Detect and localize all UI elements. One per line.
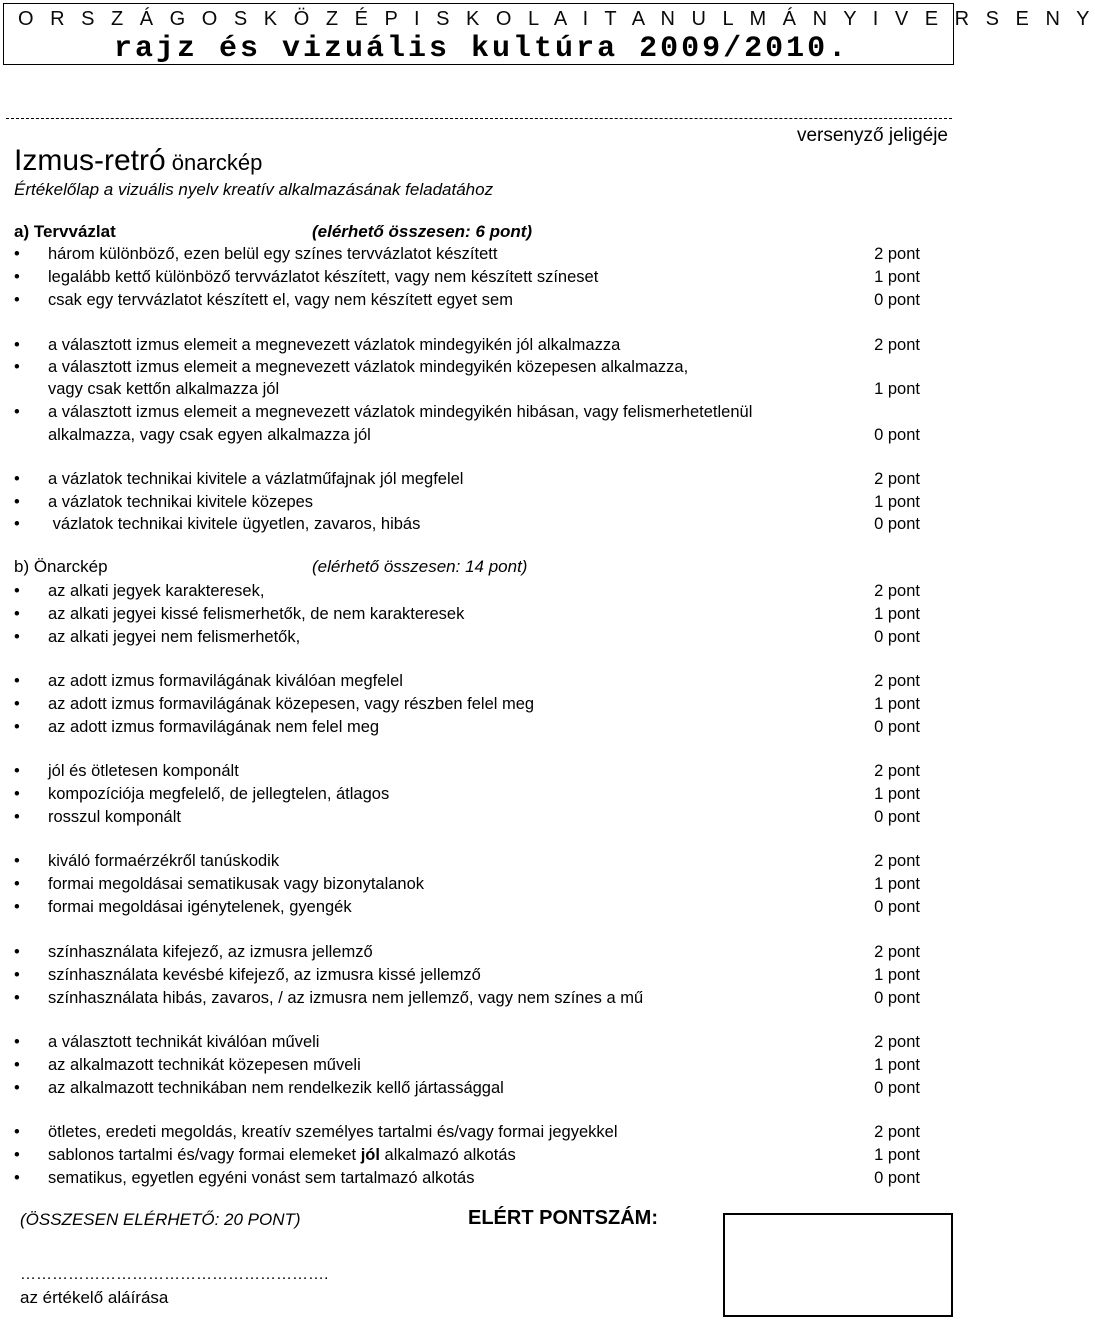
criteria-text-part: sablonos tartalmi és/vagy formai elemeket <box>48 1146 361 1164</box>
bullet-icon: • <box>14 943 20 961</box>
criteria-text: színhasználata hibás, zavaros, / az izmusra nem jellemző, vagy nem színes a mű <box>48 989 644 1007</box>
section-b-header <box>14 557 528 577</box>
criteria-points: 2 pont <box>874 672 920 690</box>
bullet-icon: • <box>14 605 20 623</box>
criteria-text: a választott izmus elemeit a megnevezett vázlatok mindegyikén közepesen alkalmazza, <box>48 358 689 376</box>
bullet-icon: • <box>14 695 20 713</box>
criteria-text: színhasználata kevésbé kifejező, az izmusra kissé jellemző <box>48 966 481 984</box>
criteria-points: 1 pont <box>874 380 920 398</box>
bullet-icon: • <box>14 470 20 488</box>
criteria-text <box>48 1144 516 1167</box>
criteria-points: 2 pont <box>874 470 920 488</box>
bullet-icon: • <box>14 245 20 263</box>
criteria-text: az adott izmus formavilágának nem felel meg <box>48 718 380 736</box>
criteria-text: rosszul komponált <box>48 808 181 826</box>
criteria-points: 0 pont <box>874 426 920 444</box>
criteria-points: 2 pont <box>874 245 920 263</box>
signature-label: az értékelő aláírása <box>20 1288 169 1307</box>
criteria-points: 0 pont <box>874 1079 920 1097</box>
criteria-text: ötletes, eredeti megoldás, kreatív személyes tartalmi és/vagy formai jegyekkel <box>48 1123 618 1141</box>
criteria-text: színhasználata kifejező, az izmusra jellemző <box>48 943 373 961</box>
criteria-text: az adott izmus formavilágának közepesen, vagy részben felel meg <box>48 695 535 713</box>
criteria-text: sematikus, egyetlen egyéni vonást sem tartalmazó alkotás <box>48 1169 475 1187</box>
criteria-text: az alkalmazott technikát közepesen műveli <box>48 1056 361 1074</box>
bullet-icon: • <box>14 1056 20 1074</box>
bullet-icon: • <box>14 898 20 916</box>
criteria-text: vagy csak kettőn alkalmazza jól <box>48 380 280 398</box>
subject-title: rajz és vizuális kultúra 2009/2010. <box>114 32 850 66</box>
criteria-points: 0 pont <box>874 1169 920 1187</box>
criteria-points: 1 pont <box>874 605 920 623</box>
criteria-points: 0 pont <box>874 515 920 533</box>
section-b-total: (elérhető összesen: 14 pont) <box>312 557 528 576</box>
bullet-icon: • <box>14 875 20 893</box>
bullet-icon: • <box>14 1146 20 1164</box>
title-small: önarckép <box>165 150 263 175</box>
criteria-text: kiváló formaérzékről tanúskodik <box>48 852 280 870</box>
criteria-text: kompozíciója megfelelő, de jellegtelen, átlagos <box>48 785 390 803</box>
criteria-points: 0 pont <box>874 898 920 916</box>
bullet-icon: • <box>14 1033 20 1051</box>
criteria-text: jól és ötletesen komponált <box>48 762 239 780</box>
criteria-text: az alkati jegyek karakteresek, <box>48 582 265 600</box>
criteria-points: 0 pont <box>874 808 920 826</box>
criteria-text: alkalmazza, vagy csak egyen alkalmazza jól <box>48 426 371 444</box>
criteria-points: 1 pont <box>874 268 920 286</box>
bullet-icon: • <box>14 718 20 736</box>
bullet-icon: • <box>14 989 20 1007</box>
section-b-heading: b) Önarckép <box>14 557 108 576</box>
bullet-icon: • <box>14 1123 20 1141</box>
criteria-text: három különböző, ezen belül egy színes tervvázlatot készített <box>48 245 498 263</box>
bullet-icon: • <box>14 672 20 690</box>
criteria-text: a vázlatok technikai kivitele a vázlatműfajnak jól megfelel <box>48 470 464 488</box>
criteria-points: 1 pont <box>874 875 920 893</box>
criteria-points: 1 pont <box>874 1056 920 1074</box>
criteria-points: 2 pont <box>874 1123 920 1141</box>
section-a-total: (elérhető összesen: 6 pont) <box>312 222 533 241</box>
bullet-icon: • <box>14 966 20 984</box>
bullet-icon: • <box>14 582 20 600</box>
total-available: (ÖSSZESEN ELÉRHETŐ: 20 PONT) <box>20 1210 301 1229</box>
bullet-icon: • <box>14 852 20 870</box>
criteria-points: 1 pont <box>874 695 920 713</box>
signature-line: …………………………………………………. <box>20 1266 329 1283</box>
criteria-points: 2 pont <box>874 582 920 600</box>
criteria-points: 2 pont <box>874 852 920 870</box>
bullet-icon: • <box>14 358 20 376</box>
criteria-points: 1 pont <box>874 785 920 803</box>
criteria-points: 0 pont <box>874 291 920 309</box>
criteria-text: vázlatok technikai kivitele ügyetlen, zavaros, hibás <box>48 515 421 533</box>
criteria-text: a vázlatok technikai kivitele közepes <box>48 493 314 511</box>
criteria-points: 2 pont <box>874 336 920 354</box>
criteria-text: a választott izmus elemeit a megnevezett vázlatok mindegyikén jól alkalmazza <box>48 336 621 354</box>
dashed-separator <box>6 118 952 119</box>
criteria-text: formai megoldásai igénytelenek, gyengék <box>48 898 352 916</box>
criteria-text: az adott izmus formavilágának kiválóan megfelel <box>48 672 403 690</box>
criteria-points: 1 pont <box>874 493 920 511</box>
criteria-text-bold: jól <box>360 1146 380 1164</box>
criteria-points: 1 pont <box>874 1146 920 1164</box>
bullet-icon: • <box>14 515 20 533</box>
bullet-icon: • <box>14 268 20 286</box>
bullet-icon: • <box>14 762 20 780</box>
score-label: ELÉRT PONTSZÁM: <box>468 1207 658 1229</box>
criteria-text: csak egy tervvázlatot készített el, vagy nem készített egyet sem <box>48 291 513 309</box>
bullet-icon: • <box>14 628 20 646</box>
criteria-text: az alkalmazott technikában nem rendelkezik kellő jártassággal <box>48 1079 504 1097</box>
criteria-text: az alkati jegyei kissé felismerhetők, de nem karakteresek <box>48 605 465 623</box>
header-frame <box>3 3 1095 66</box>
bullet-icon: • <box>14 1169 20 1187</box>
bullet-icon: • <box>14 291 20 309</box>
criteria-points: 2 pont <box>874 762 920 780</box>
codeword-label: versenyző jeligéje <box>796 125 948 146</box>
criteria-points: 0 pont <box>874 989 920 1007</box>
criteria-points: 2 pont <box>874 943 920 961</box>
criteria-text: az alkati jegyei nem felismerhetők, <box>48 628 301 646</box>
criteria-text: a választott technikát kiválóan műveli <box>48 1033 320 1051</box>
bullet-icon: • <box>14 785 20 803</box>
bullet-icon: • <box>14 808 20 826</box>
criteria-text: legalább kettő különböző tervvázlatot készített, vagy nem készített színeset <box>48 268 599 286</box>
criteria-points: 2 pont <box>874 1033 920 1051</box>
title-main: Izmus-retró <box>14 144 166 177</box>
document-title <box>14 144 262 178</box>
bullet-icon: • <box>14 1079 20 1097</box>
competition-title: O R S Z Á G O S K Ö Z É P I S K O L A I T A N U L M Á N Y I V E R S E N Y <box>18 8 1095 30</box>
section-a-header <box>14 222 533 242</box>
criteria-text: formai megoldásai sematikusak vagy bizonytalanok <box>48 875 425 893</box>
bullet-icon: • <box>14 403 20 421</box>
criteria-points: 0 pont <box>874 718 920 736</box>
section-a-heading: a) Tervvázlat <box>14 222 116 241</box>
criteria-text: a választott izmus elemeit a megnevezett vázlatok mindegyikén hibásan, vagy felismerhetetlenül <box>48 403 753 421</box>
score-box[interactable] <box>723 1213 953 1317</box>
bullet-icon: • <box>14 336 20 354</box>
criteria-text-part: alkalmazó alkotás <box>379 1146 516 1164</box>
bullet-icon: • <box>14 493 20 511</box>
document-subtitle: Értékelőlap a vizuális nyelv kreatív alkalmazásának feladatához <box>14 180 494 199</box>
criteria-points: 0 pont <box>874 628 920 646</box>
criteria-points: 1 pont <box>874 966 920 984</box>
